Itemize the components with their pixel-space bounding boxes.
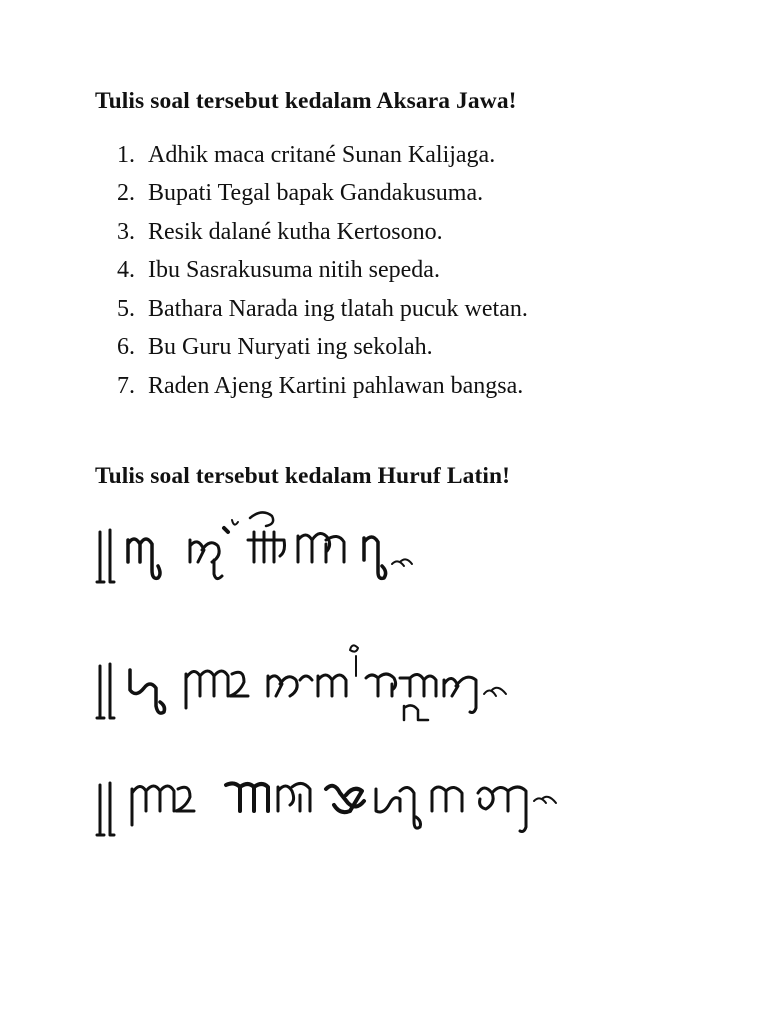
section-heading-huruf-latin: Tulis soal tersebut kedalam Huruf Latin! bbox=[95, 463, 511, 489]
item-number: 7. bbox=[117, 373, 135, 399]
item-text: Raden Ajeng Kartini pahlawan bangsa. bbox=[148, 373, 524, 399]
item-number: 5. bbox=[117, 296, 135, 322]
item-number: 3. bbox=[117, 219, 135, 245]
item-text: Ibu Sasrakusuma nitih sepeda. bbox=[148, 257, 440, 283]
item-text: Bu Guru Nuryati ing sekolah. bbox=[148, 334, 433, 360]
item-text: Resik dalané kutha Kertosono. bbox=[148, 219, 443, 245]
item-number: 2. bbox=[117, 180, 135, 206]
item-number: 6. bbox=[117, 334, 135, 360]
javanese-script-line-2 bbox=[0, 628, 768, 728]
item-text: Bupati Tegal bapak Gandakusuma. bbox=[148, 180, 484, 206]
item-text: Adhik maca critané Sunan Kalijaga. bbox=[148, 142, 496, 168]
section-heading-aksara-jawa: Tulis soal tersebut kedalam Aksara Jawa! bbox=[95, 88, 517, 114]
item-number: 4. bbox=[117, 257, 135, 283]
javanese-script-line-3 bbox=[0, 755, 768, 845]
item-number: 1. bbox=[117, 142, 135, 168]
item-text: Bathara Narada ing tlatah pucuk wetan. bbox=[148, 296, 528, 322]
javanese-script-line-1 bbox=[0, 500, 768, 590]
